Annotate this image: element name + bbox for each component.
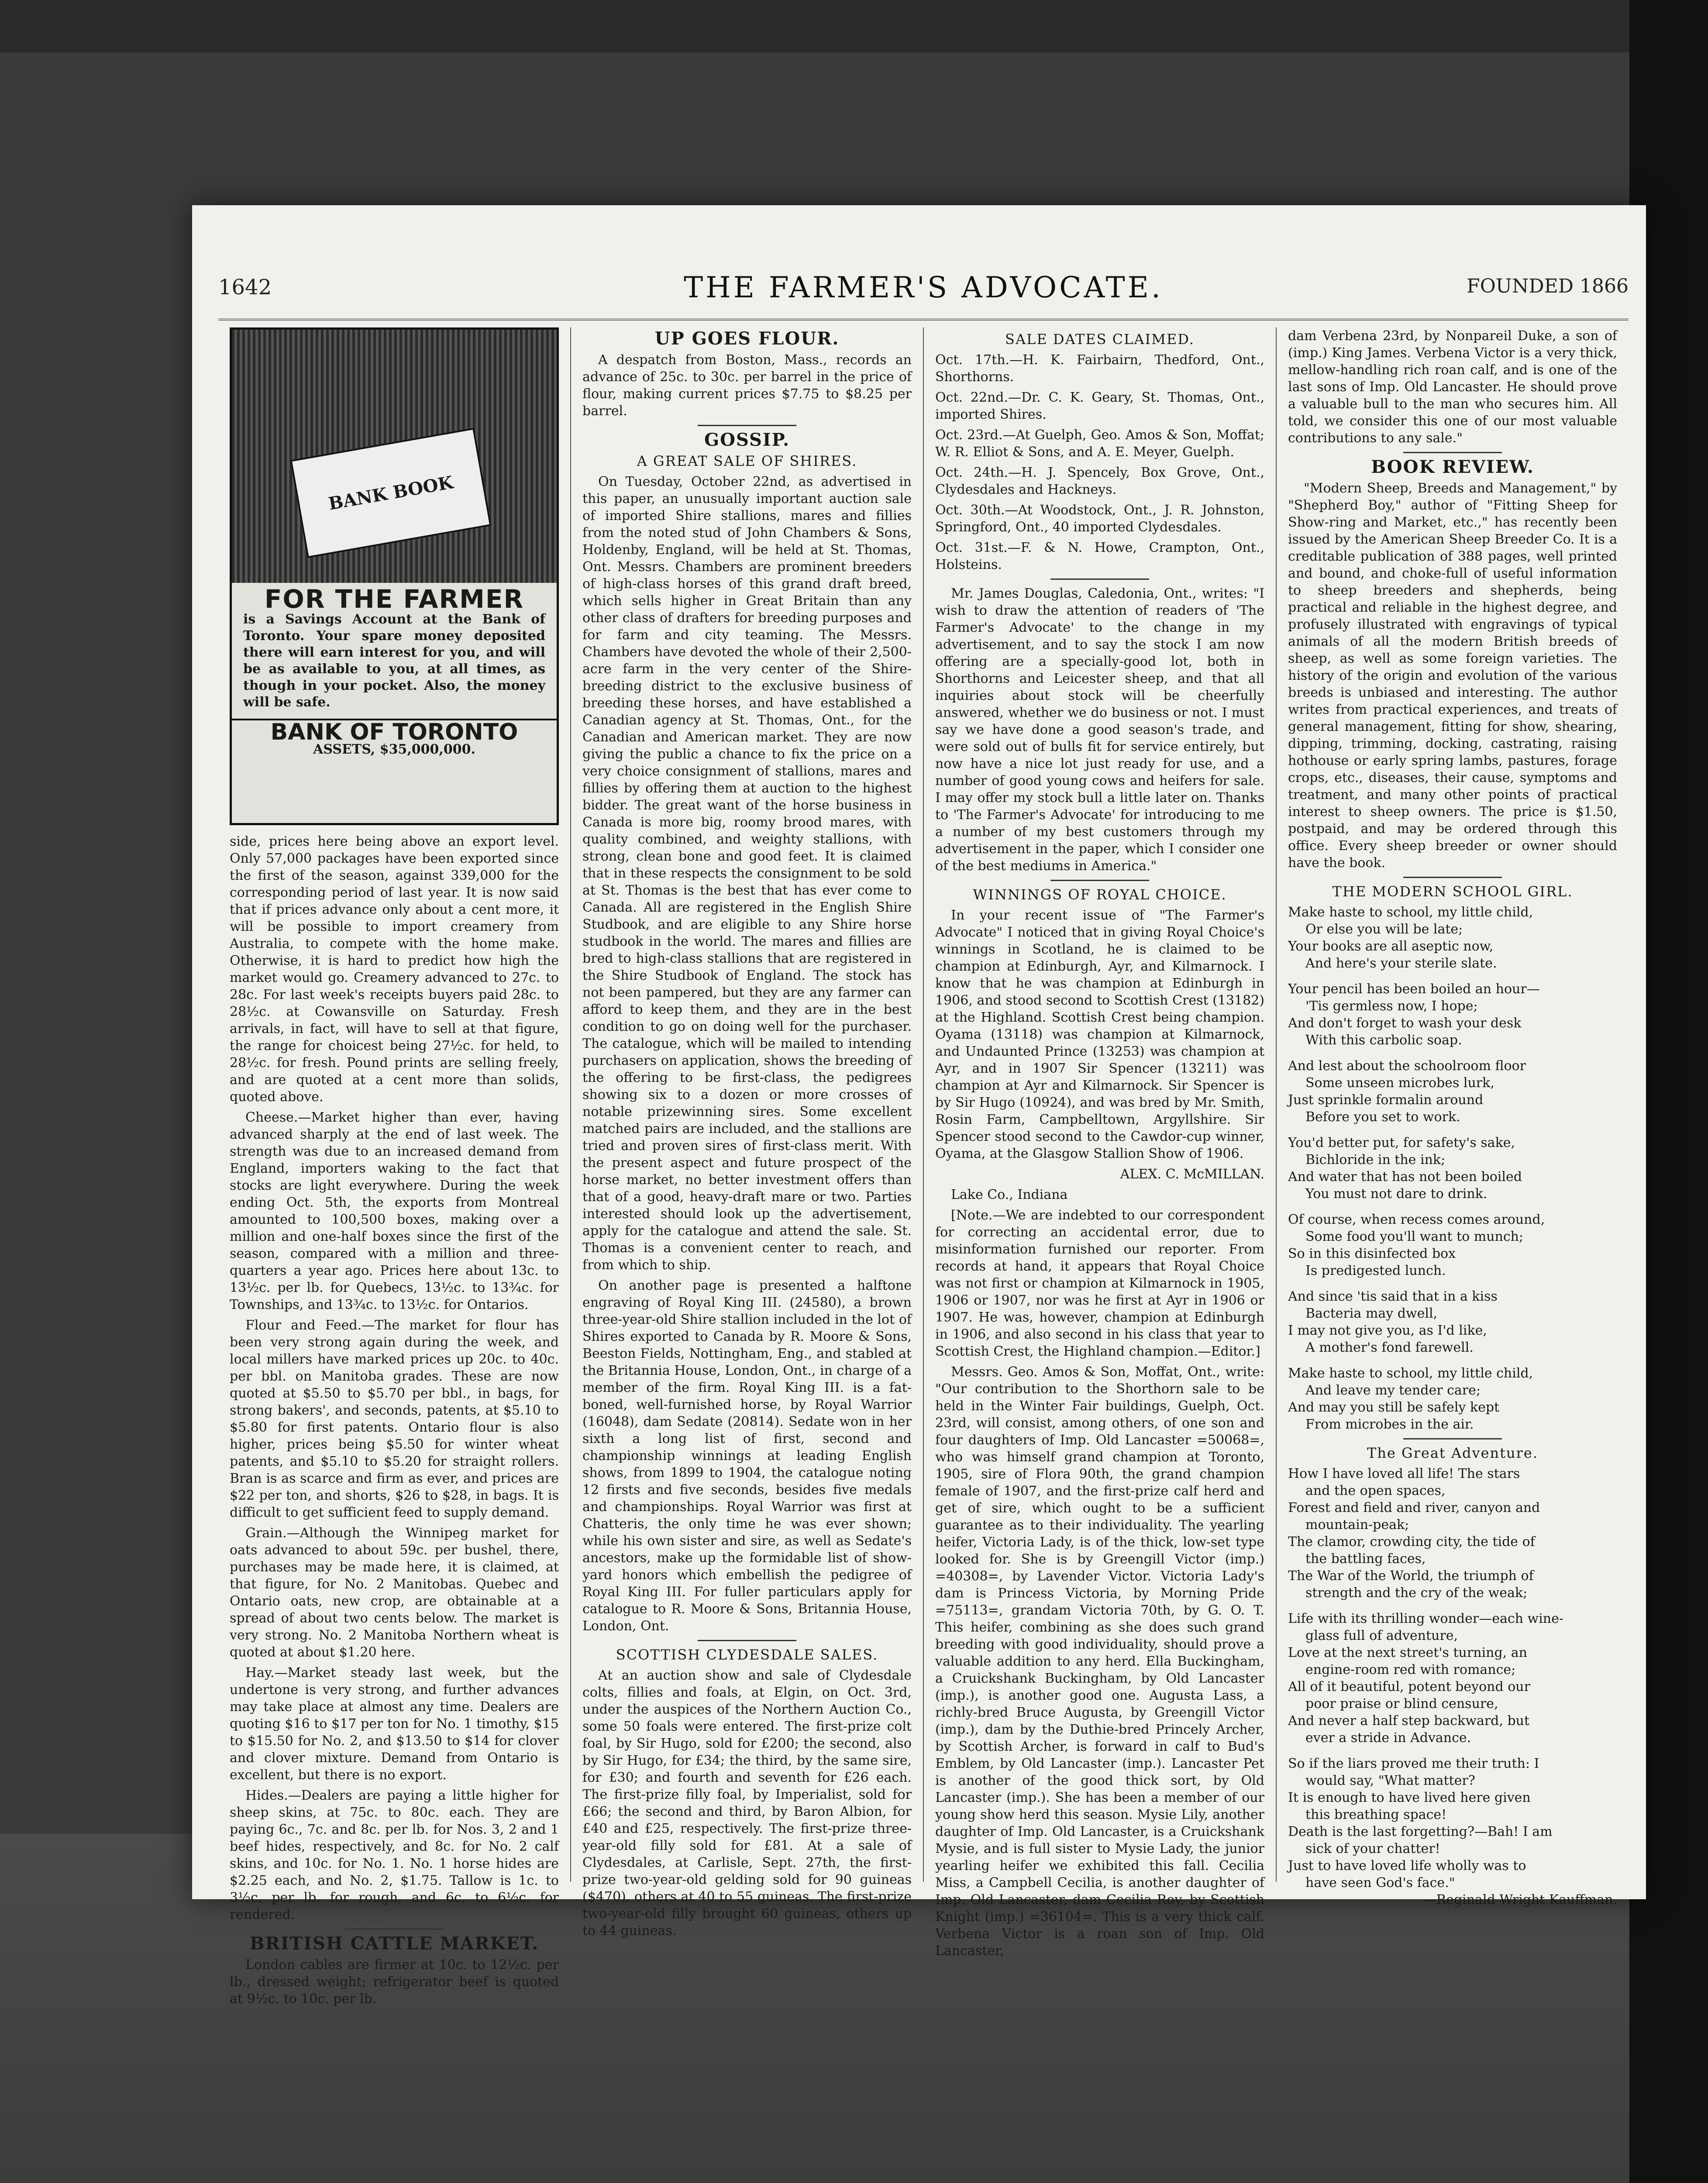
poem-line: Make haste to school, my little child, xyxy=(1288,1366,1533,1381)
article-title: SALE DATES CLAIMED. xyxy=(1005,331,1195,348)
poem-line: Your pencil has been boiled an hour— xyxy=(1288,981,1540,997)
sale-date: Oct. 30th.—At Woodstock, Ont., J. R. Johnston, Springford, Ont., 40 imported Clydesdales. xyxy=(935,503,1264,535)
poem-line: A mother's fond farewell. xyxy=(1305,1340,1474,1355)
poem-line: strength and the cry of the weak; xyxy=(1305,1585,1528,1601)
divider xyxy=(698,425,796,426)
masthead: THE FARMER'S ADVOCATE. xyxy=(684,271,1163,304)
poem-great-adventure xyxy=(1288,1465,1617,1891)
article-paragraph: On another page is presented a halftone engraving of Royal King III. (24580), a brown three-year-old Shire stallion included in the lot of Shires exported to Canada by R. Moore & Sons, Beeston Fields, Nottingham, Eng., and stabled at the Britannia House, London, Ont., in charge of a member of the firm. Royal King III. is a fat-boned, well-furnished horse, by Royal Warrior (16048), dam Sedate (20814). Sedate won in her sixth a long list of first, second and championship winnings at leading English shows, from 1899 to 1904, the catalogue noting 12 firsts and five seconds, besides five medals and championships. Royal Warrior was first at Chatteris, the only time he was ever shown; while his own sister and sire, as well as Sedate's ancestors, make up the formidable list of show-yard honors which embellish the pedigree of Royal King III. For fuller particulars apply for catalogue to R. Moore & Sons, Britannia House, London, Ont. xyxy=(582,1278,912,1634)
page-content xyxy=(218,266,1629,2007)
poem-line: Some food you'll want to munch; xyxy=(1305,1229,1524,1244)
article-title: BRITISH CATTLE MARKET. xyxy=(249,1933,539,1954)
poem-line: How I have loved all life! The stars xyxy=(1288,1466,1520,1481)
article-paragraph: In your recent issue of "The Farmer's Advocate" I noticed that in giving Royal Choice's winnings in Scotland, he is claimed to be champion at Edinburgh, Ayr, and Kilmarnock. I know that he was champion at Edinburgh in 1906, and stood second to Scottish Crest (13182) at the Highland. Scottish Crest being champion. Oyama (13118) was champion at Kilmarnock, and Undaunted Prince (13253) was champion at Ayr, and in 1907 Sir Spencer (13211) was champion at Ayr and Kilmarnock. Sir Spencer is by Sir Hugo (10924), and was bred by Mr. Smith, Rosin Farm, Campbelltown, Argyllshire. Sir Spencer stood second to the Cawdor-cup winner, Oyama, at the Glasgow Stallion Show of 1906. xyxy=(935,908,1264,1161)
article-paragraph: Mr. James Douglas, Caledonia, Ont., writes: "I wish to draw the attention of readers of 'The Farmer's Advocate' to the change in my advertisement, and to say the stock I am now offering are a specially-good lot, both in Shorthorns and Leicester sheep, and that all inquiries about stock will be cheerfully answered, whether we do business or not. I must say we have done a good season's trade, and were sold out of bulls fit for service entirely, but now have a nice lot just ready for use, and a number of good young cows and heifers for sale. I may offer my stock bull a little later on. Thanks to 'The Farmer's Advocate' for introducing to me a number of my best customers through my advertisement in the paper, which I consider one of the best mediums in America." xyxy=(935,586,1264,874)
poem-line: And never a half step backward, but xyxy=(1288,1713,1530,1728)
poem-line: 'Tis germless now, I hope; xyxy=(1305,999,1478,1014)
bank-book-icon: BANK BOOK xyxy=(290,428,491,558)
ad-body: is a Savings Account at the Bank of Toronto. Your spare money deposited there will earn interest for you, and will be as available to you, at all times, as though in your pocket. Also, the money will be safe. xyxy=(243,612,545,710)
poem-line: Forest and field and river, canyon and xyxy=(1288,1500,1540,1515)
poem-line: Just to have loved life wholly was to xyxy=(1288,1858,1526,1873)
poem-line: sick of your chatter! xyxy=(1305,1841,1440,1856)
market-paragraph: Flour and Feed.—The market for flour has been very strong again during the week, and local millers have marked prices up 20c. to 40c. per bbl. on Manitoba grades. These are now quoted at $5.50 to $5.70 per bbl., in bags, for strong bakers', and seconds, patents, at $5.10 to $5.80 for first patents. Ontario flour is also higher, prices being $5.50 for winter wheat patents, and $5.10 to $5.20 for straight rollers. Bran is as scarce and firm as ever, and prices are $22 per ton, and shorts, $26 to $28, in bags. It is difficult to get sufficient feed to supply demand. xyxy=(230,1318,559,1520)
poem-line: Before you set to work. xyxy=(1305,1109,1460,1125)
poem-line: From microbes in the air. xyxy=(1305,1417,1474,1432)
poem-line: And here's your sterile slate. xyxy=(1305,956,1497,971)
poem-line: And leave my tender care; xyxy=(1305,1383,1481,1398)
divider xyxy=(1050,880,1149,881)
market-paragraph: side, prices here being above an export level. Only 57,000 packages have been exported since the first of the season, against 339,000 for the corresponding period of last year. It is now said that if prices advance only about a cent more, it will be possible to import creamery from Australia, to compete with the home make. Otherwise, it is hard to predict how high the market would go. Creamery advanced to 27c. to 28c. For last week's receipts buyers paid 28c. to 28½c. at Cowansville on Saturday. Fresh arrivals, in fact, will have to sell at that figure, the range for choicest being 27½c. for held, to 28½c. for fresh. Pound prints are selling freely, and are quoted at a cent more than solids, quoted above. xyxy=(230,834,559,1105)
market-paragraph: Grain.—Although the Winnipeg market for oats advanced to about 59c. per bushel, there, purchases may be made here, it is claimed, at that figure, for No. 2 Manitobas. Quebec and Ontario oats, new crop, are obtainable at a spread of about two cents below. The market is very strong. No. 2 Manitoba Northern wheat is quoted at about $1.20 here. xyxy=(230,1525,559,1660)
column-2 xyxy=(571,327,924,1939)
sale-date: Oct. 17th.—H. K. Fairbairn, Thedford, Ont., Shorthorns. xyxy=(935,352,1264,385)
ad-headline: FOR THE FARMER xyxy=(264,584,524,614)
ad-illustration xyxy=(232,330,557,583)
poem-line: Your books are all aseptic now, xyxy=(1288,939,1494,954)
ad-bank-name: BANK OF TORONTO xyxy=(232,719,557,741)
poem-line: So in this disinfected box xyxy=(1288,1246,1456,1261)
divider xyxy=(1403,1438,1502,1439)
market-paragraph: Hay.—Market steady last week, but the undertone is very strong, and further advances may take place at almost any time. Dealers are quoting $16 to $17 per ton for No. 1 timothy, $15 to $15.50 for No. 2, and $13.50 to $14 for clover and clover mixture. Demand from Ontario is excellent, but there is no export. xyxy=(230,1665,559,1783)
poem-line: You must not dare to drink. xyxy=(1305,1186,1488,1202)
poem-line: The clamor, crowding city, the tide of xyxy=(1288,1534,1535,1549)
poem-line: I may not give you, as I'd like, xyxy=(1288,1323,1487,1338)
poem-line: and the open spaces, xyxy=(1305,1483,1446,1498)
poem-line: Or else you will be late; xyxy=(1305,922,1463,937)
poem-line: have seen God's face." xyxy=(1305,1875,1455,1890)
poem-line: Make haste to school, my little child, xyxy=(1288,905,1533,920)
film-edge-top xyxy=(0,0,1708,52)
poem-line: Death is the last forgetting?—Bah! I am xyxy=(1288,1824,1553,1839)
article-paragraph: London cables are firmer at 10c. to 12½c. per lb., dressed weight; refrigerator beef is quoted at 9½c. to 10c. per lb. xyxy=(230,1957,559,2007)
newspaper-page xyxy=(192,205,1646,2007)
article-title: UP GOES FLOUR. xyxy=(654,328,840,349)
divider xyxy=(1403,877,1502,878)
poem-line: Bichloride in the ink; xyxy=(1305,1152,1446,1167)
article-paragraph: Messrs. Geo. Amos & Son, Moffat, Ont., write: "Our contribution to the Shorthorn sale to be held in the Winter Fair buildings, Guelph, Oct. 23rd, will consist, among others, of one son and four daughters of Imp. Old Lancaster =50068=, who was himself grand champion at Toronto, 1905, sire of Flora 90th, the grand champion female of 1907, and the first-prize calf herd and get of sire, which ought to be a sufficient guarantee as to their individuality. The yearling heifer, Victoria Lady, is of the thick, low-set type looked for. She is by Greengill Victor (imp.) =40308=, by Lavender Victor. Victoria Lady's dam is Princess Victoria, by Morning Pride =75113=, grandam Victoria 70th, by G. O. T. This heifer, combining as she does such grand breeding with good individuality, should prove a valuable addition to any herd. Ella Buckingham, a Cruickshank Buckingham, by Old Lancaster (imp.), is another good one. Augusta Lass, a richly-bred Bruce Augusta, by Greengill Victor (imp.), dam by the Duthie-bred Princely Archer, by Scottish Archer, is forward in calf to Bud's Emblem, by Old Lancaster (imp.). Lancaster Pet is another of the good thick sort, by Old Lancaster (imp.). She has been a member of our young show herd this season. Mysie Lily, another daughter of Imp. Old Lancaster, is a Cruickshank Mysie, and is full sister to Mysie Lady, the junior yearling heifer we exhibited this fall. Cecilia Miss, a Campbell Cecilia, is another daughter of Imp. Old Lancaster, dam Cecilia Roy, by Scottish Knight (imp.) =36104=. This is a very thick calf. Verbena Victor is a roan son of Imp. Old Lancaster, xyxy=(935,1364,1264,1959)
sale-date: Oct. 24th.—H. J. Spencely, Box Grove, Ont., Clydesdales and Hackneys. xyxy=(935,465,1264,497)
page-header xyxy=(218,266,1629,320)
poem-line: The War of the World, the triumph of xyxy=(1288,1568,1534,1584)
poem-line: And may you still be safely kept xyxy=(1288,1400,1500,1415)
poem-line: And lest about the schoolroom floor xyxy=(1288,1058,1526,1074)
poem-line: Some unseen microbes lurk, xyxy=(1305,1075,1494,1091)
poem-line: ever a stride in Advance. xyxy=(1305,1730,1471,1746)
article-paragraph: On Tuesday, October 22nd, as advertised in this paper, an unusually important auction sale of imported Shire stallions, mares and fillies from the noted stud of John Chambers & Sons, Holdenby, England, will be held at St. Thomas, Ont. Messrs. Chambers are prominent breeders of high-class horses of this grand draft breed, which sells higher in Great Britain than any other class of drafters for breeding purposes and for farm and city teaming. The Messrs. Chambers have devoted the whole of their 2,500-acre farm in the very center of the Shire-breeding district to the exclusive business of breeding these horses, and have established a Canadian agency at St. Thomas, Ont., for the Canadian and American market. They are now giving the public a chance to fix the price on a very choice consignment of stallions, mares and fillies by offering them at auction to the highest bidder. The great want of the horse business in Canada is more big, roomy brood mares, with quality combined, and weighty stallions, with strong, clean bone and good feet. It is claimed that in these respects the consignment to be sold at St. Thomas is the best that has ever come to Canada. All are registered in the English Shire Studbook, and are eligible to any Shire horse studbook in the world. The mares and fillies are bred to high-class stallions that are registered in the Shire Studbook of England. The stock has not been pampered, but they are any farmer can afford to keep them, and they are in the best condition to go on doing well for the purchaser. The catalogue, which will be mailed to intending purchasers on application, shows the breeding of the offering to be first-class, the pedigrees showing six to a dozen or more crosses of notable prizewinning sires. Some excellent matched pairs are included, and the stallions are tried and proven sires of first-class merit. With the present aspect and future prospect of the horse market, no better investment offers than that of a good, heavy-draft mare or two. Parties interested should look up the advertisement, apply for the catalogue and attend the sale. St. Thomas is a convenient center to reach, and from which to ship. xyxy=(582,474,912,1273)
article-paragraph: dam Verbena 23rd, by Nonpareil Duke, a son of (imp.) King James. Verbena Victor is a very thick, mellow-handling rich roan calf, and is one of the last sons of Imp. Old Lancaster. He should prove a valuable bull to the man who secures him. All told, we consider this one of our most valuable contributions to any sale." xyxy=(1288,328,1617,446)
poem-line: poor praise or blind censure, xyxy=(1305,1696,1498,1711)
article-title: SCOTTISH CLYDESDALE SALES. xyxy=(616,1646,878,1663)
sale-date: Oct. 23rd.—At Guelph, Geo. Amos & Son, Moffat; W. R. Elliot & Sons, and A. E. Meyer, Guelph. xyxy=(935,427,1264,460)
signature: ALEX. C. McMILLAN. xyxy=(1120,1167,1264,1182)
article-title: WINNINGS OF ROYAL CHOICE. xyxy=(973,886,1227,903)
divider xyxy=(1403,452,1502,453)
bank-advertisement xyxy=(230,327,559,825)
market-paragraph: Hides.—Dealers are paying a little higher for sheep skins, at 75c. to 80c. each. They are paying 6c., 7c. and 8c. per lb. for Nos. 3, 2 and 1 beef hides, respectively, and 8c. for No. 2 calf skins, and 10c. for No. 1. No. 1 horse hides are $2.25 each, and No. 2, $1.75. Tallow is 1c. to 3½c. per lb. for rough, and 6c. to 6½c. for rendered. xyxy=(230,1788,559,1922)
poem-line: And since 'tis said that in a kiss xyxy=(1288,1289,1498,1304)
divider xyxy=(698,1640,796,1641)
sale-date: Oct. 22nd.—Dr. C. K. Geary, St. Thomas, Ont., imported Shires. xyxy=(935,390,1264,422)
poem-line: So if the liars proved me their truth: I xyxy=(1288,1756,1539,1771)
poem-line: glass full of adventure, xyxy=(1305,1628,1458,1643)
poem-line: All of it beautiful, potent beyond our xyxy=(1288,1679,1530,1694)
poem-line: Of course, when recess comes around, xyxy=(1288,1212,1545,1227)
column-4 xyxy=(1277,327,1629,1908)
page-number: 1642 xyxy=(218,275,272,300)
article-paragraph: A despatch from Boston, Mass., records an advance of 25c. to 30c. per barrel in the price of flour, making current prices $7.75 to $8.25 per barrel. xyxy=(582,352,912,419)
column-1 xyxy=(218,327,571,2007)
article-paragraph: At an auction show and sale of Clydesdale colts, fillies and foals, at Elgin, on Oct. 3rd, under the auspices of the Northern Auction Co., some 50 foals were entered. The first-prize colt foal, by Sir Hugo, sold for £200; the second, also by Sir Hugo, for £34; the third, by the same sire, for £30; and fourth and seventh for £26 each. The first-prize filly foal, by Imperialist, sold for £66; the second and third, by Baron Albion, for £40 and £25, respectively. The first-prize three-year-old filly sold for £81. At a sale of Clydesdales, at Carlisle, Sept. 27th, the first-prize two-year-old gelding sold for 90 guineas ($470), others at 40 to 55 guineas. The first-prize two-year-old filly brought 60 guineas, others up to 44 guineas. xyxy=(582,1668,912,1939)
poem-line: It is enough to have lived here given xyxy=(1288,1790,1531,1805)
divider xyxy=(345,1928,444,1930)
article-title: A GREAT SALE OF SHIRES. xyxy=(637,453,857,469)
poem-line: Love at the next street's turning, an xyxy=(1288,1645,1527,1660)
poem-line: With this carbolic soap. xyxy=(1305,1033,1462,1048)
poem-line: engine-room red with romance; xyxy=(1305,1662,1516,1677)
poem-line: would say, "What matter? xyxy=(1305,1773,1475,1788)
poem-line: Is predigested lunch. xyxy=(1305,1263,1446,1278)
ad-assets: ASSETS, $35,000,000. xyxy=(313,742,475,757)
article-title: BOOK REVIEW. xyxy=(1371,457,1534,477)
poem-line: And water that has not been boiled xyxy=(1288,1169,1522,1184)
section-title: GOSSIP. xyxy=(704,430,790,450)
poem-line: Life with its thrilling wonder—each wine- xyxy=(1288,1611,1563,1626)
poem-line: Bacteria may dwell, xyxy=(1305,1306,1438,1321)
poem-line: the battling faces, xyxy=(1305,1551,1426,1567)
poem-author: —Reginald Wright Kauffman. xyxy=(1423,1892,1617,1908)
market-paragraph: Cheese.—Market higher than ever, having advanced sharply at the end of last week. The strength was due to an increased demand from England, importers waking to the fact that stocks are light everywhere. During the week ending Oct. 5th, the exports from Montreal amounted to 100,500 boxes, making over a million and one-half boxes since the first of the season, compared with a million and three-quarters a year ago. Prices here about 13c. to 13½c. per lb. for Quebecs, 13½c. to 13¾c. for Townships, and 13¾c. to 13½c. for Ontarios. xyxy=(230,1110,559,1312)
article-paragraph: "Modern Sheep, Breeds and Management," by "Shepherd Boy," author of "Fitting Sheep for Show-ring and Market, etc.," has recently been issued by the American Sheep Breeder Co. It is a creditable publication of 388 pages, well printed and bound, and choke-full of useful information to sheep breeders and shepherds, being practical and reliable in the highest degree, and profusely illustrated with engravings of typical animals of all the modern British breeds of sheep, as well as some foreign varieties. The history of the origin and evolution of the various breeds is unbiased and interesting. The author writes from practical experiences, and treats of general management, fitting for show, shearing, dipping, trimming, docking, castrating, raising hothouse or early spring lambs, pastures, forage crops, etc., diseases, their cause, symptoms and treatment, and many other points of practical interest to sheep owners. The price is $1.50, postpaid, and may be ordered through this office. Every sheep breeder or owner should have the book. xyxy=(1288,481,1617,871)
divider xyxy=(1050,578,1149,580)
poem-title: The Great Adventure. xyxy=(1367,1445,1539,1461)
poem-school-girl xyxy=(1288,904,1617,1433)
signature-place: Lake Co., Indiana xyxy=(951,1187,1068,1202)
poem-title: THE MODERN SCHOOL GIRL. xyxy=(1332,883,1573,900)
founded-note: FOUNDED 1866 xyxy=(1467,275,1629,297)
column-3 xyxy=(924,327,1277,1959)
poem-line: this breathing space! xyxy=(1305,1807,1447,1822)
poem-line: And don't forget to wash your desk xyxy=(1288,1016,1522,1031)
editor-note: [Note.—We are indebted to our correspondent for correcting an accidental error, due to misinformation furnished our reporter. From records at hand, it appears that Royal Choice was not first or champion at Kilmarnock in 1905, 1906 or 1907, nor was he first at Ayr in 1906 or 1907. He was, however, champion at Edinburgh in 1906, and also second in his class that year to Scottish Crest, the Highland champion.—Editor.] xyxy=(935,1208,1264,1359)
columns xyxy=(218,327,1629,2007)
sale-date: Oct. 31st.—F. & N. Howe, Crampton, Ont., Holsteins. xyxy=(935,540,1264,572)
poem-line: Just sprinkle formalin around xyxy=(1288,1092,1484,1108)
poem-line: mountain-peak; xyxy=(1305,1517,1409,1532)
poem-line: You'd better put, for safety's sake, xyxy=(1288,1135,1515,1150)
